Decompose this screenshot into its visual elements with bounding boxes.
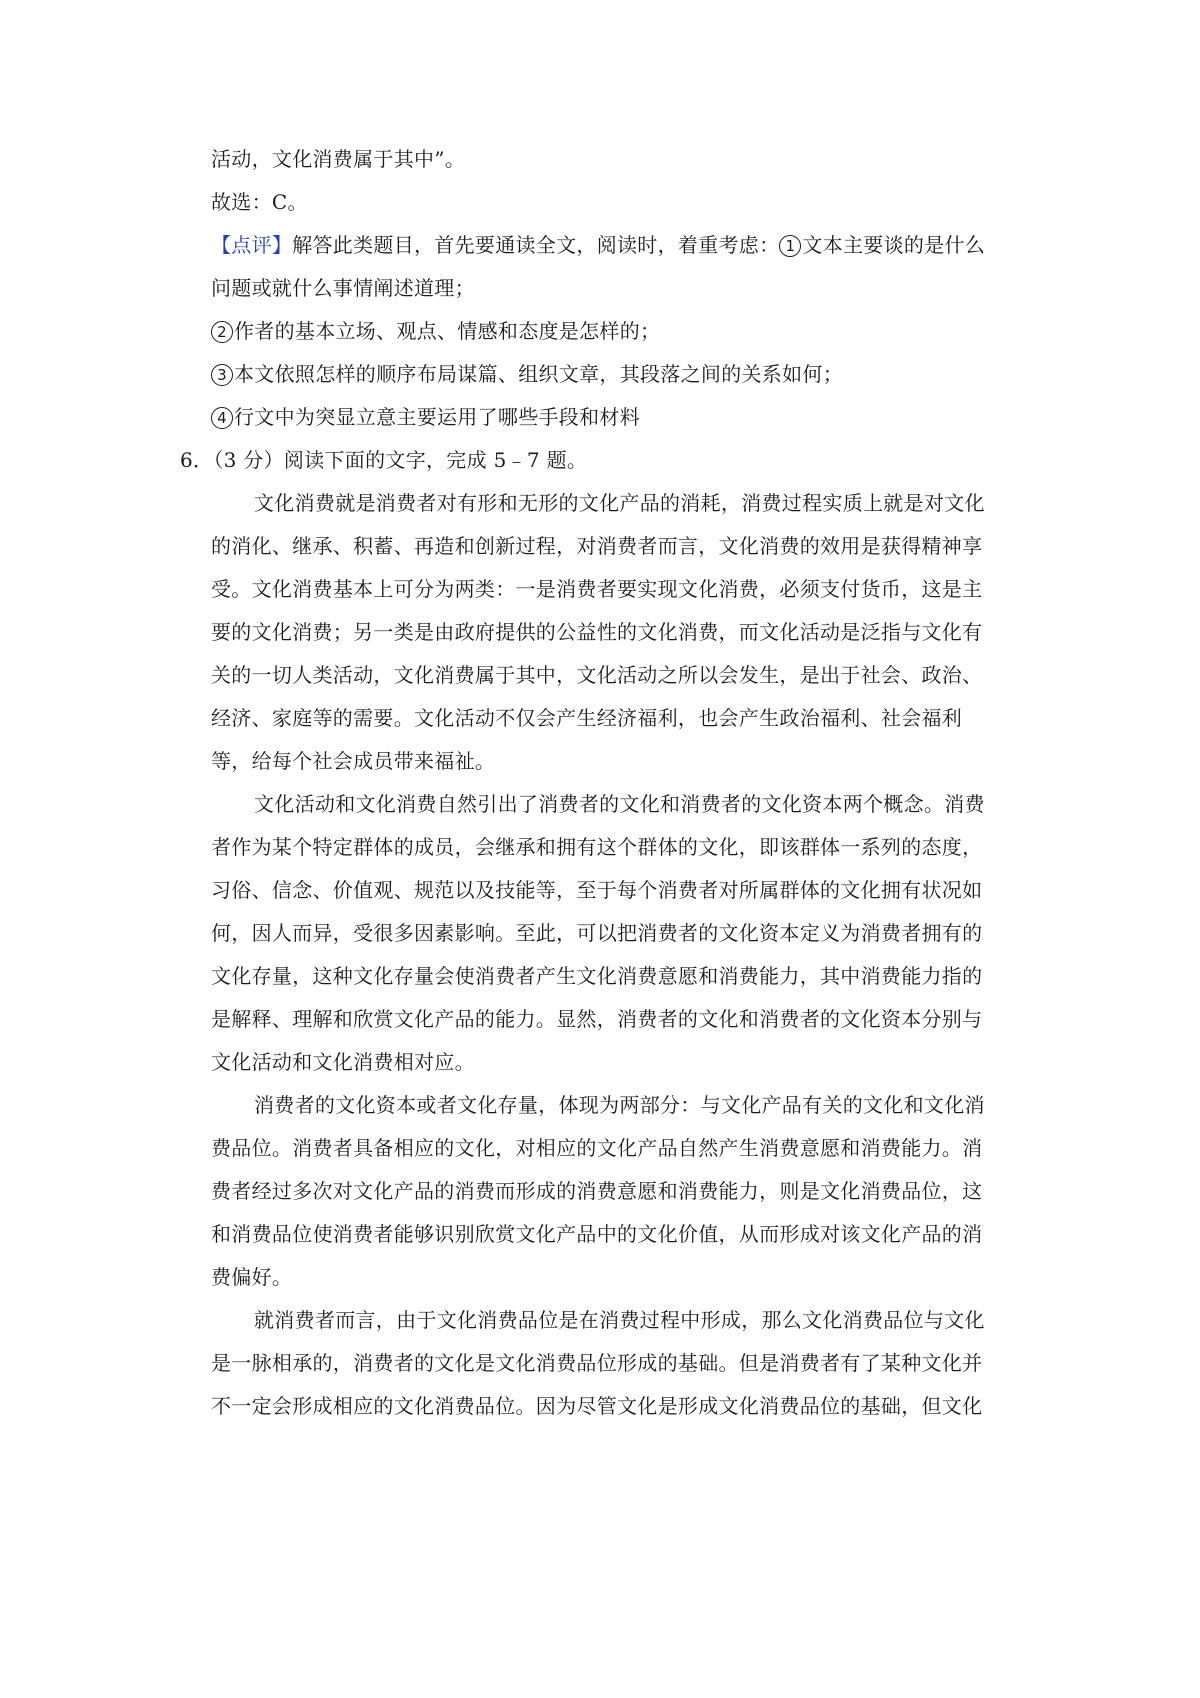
passage-p2-line: 文化活动和文化消费自然引出了消费者的文化和消费者的文化资本两个概念。消费 (254, 792, 985, 816)
passage-p1-line: 文化消费就是消费者对有形和无形的文化产品的消耗，消费过程实质上就是对文化 (254, 491, 985, 515)
comment-point-4-text: 行文中为突显立意主要运用了哪些手段和材料 (234, 405, 640, 429)
analysis-continued-line: 活动，文化消费属于其中”。 (211, 147, 466, 171)
passage-p3-line: 费偏好。 (211, 1265, 293, 1289)
passage-p1-line: 的消化、继承、积蓄、再造和创新过程，对消费者而言，文化消费的效用是获得精神享 (211, 534, 983, 558)
comment-point-2 (211, 317, 1031, 345)
passage-p4-line: 不一定会形成相应的文化消费品位。因为尽管文化是形成文化消费品位的基础，但文化 (211, 1394, 983, 1418)
passage-p3-line: 费品位。消费者具备相应的文化，对相应的文化产品自然产生消费意愿和消费能力。消 (211, 1136, 983, 1160)
comment-point-4 (211, 403, 1031, 431)
passage-p1-line: 要的文化消费；另一类是由政府提供的公益性的文化消费，而文化活动是泛指与文化有 (211, 620, 983, 644)
passage-p2-line: 是解释、理解和欣赏文化产品的能力。显然，消费者的文化和消费者的文化资本分别与 (211, 1007, 983, 1031)
passage-p1-line: 经济、家庭等的需要。文化活动不仅会产生经济福利，也会产生政治福利、社会福利 (211, 706, 963, 730)
passage-p3-line: 消费者的文化资本或者文化存量，体现为两部分：与文化产品有关的文化和文化消 (254, 1093, 985, 1117)
passage-p1-line: 等，给每个社会成员带来福祉。 (211, 749, 496, 773)
passage-p2-line: 者作为某个特定群体的成员，会继承和拥有这个群体的文化，即该群体一系列的态度， (211, 835, 983, 859)
passage-p4-line: 是一脉相承的，消费者的文化是文化消费品位形成的基础。但是消费者有了某种文化并 (211, 1351, 983, 1375)
passage-p2-line: 文化活动和文化消费相对应。 (211, 1050, 475, 1074)
question-header: 6．（3 分）阅读下面的文字，完成 5﹣7 题。 (180, 448, 588, 472)
circled-number-1: 1 (779, 235, 801, 257)
comment-point-2-text: 作者的基本立场、观点、情感和态度是怎样的； (234, 319, 661, 343)
passage-p2-line: 习俗、信念、价值观、规范以及技能等，至于每个消费者对所属群体的文化拥有状况如 (211, 878, 983, 902)
comment-point-3 (211, 360, 1031, 388)
passage-p4-line: 就消费者而言，由于文化消费品位是在消费过程中形成，那么文化消费品位与文化 (254, 1308, 985, 1332)
comment-line-1 (211, 231, 1031, 259)
passage-p3-line: 费者经过多次对文化产品的消费而形成的消费意愿和消费能力，则是文化消费品位，这 (211, 1179, 983, 1203)
comment-intro: 解答此类题目，首先要通读全文，阅读时，着重考虑： (292, 233, 780, 257)
circled-number-3: 3 (211, 364, 233, 386)
comment-point-3-text: 本文依照怎样的顺序布局谋篇、组织文章，其段落之间的关系如何； (234, 362, 843, 386)
circled-number-4: 4 (211, 407, 233, 429)
passage-p2-line: 文化存量，这种文化存量会使消费者产生文化消费意愿和消费能力，其中消费能力指的 (211, 964, 983, 988)
comment-point-1-text: 文本主要谈的是什么 (802, 233, 986, 257)
comment-tag: 【点评】 (211, 233, 293, 257)
passage-p1-line: 受。文化消费基本上可分为两类：一是消费者要实现文化消费，必须支付货币，这是主 (211, 577, 983, 601)
passage-p2-line: 何，因人而异，受很多因素影响。至此，可以把消费者的文化资本定义为消费者拥有的 (211, 921, 983, 945)
answer-line: 故选：C。 (211, 190, 308, 214)
circled-number-2: 2 (211, 321, 233, 343)
comment-line-2: 问题或就什么事情阐述道理； (211, 276, 475, 300)
passage-p1-line: 关的一切人类活动，文化消费属于其中，文化活动之所以会发生，是出于社会、政治、 (211, 663, 983, 687)
passage-p3-line: 和消费品位使消费者能够识别欣赏文化产品中的文化价值，从而形成对该文化产品的消 (211, 1222, 983, 1246)
